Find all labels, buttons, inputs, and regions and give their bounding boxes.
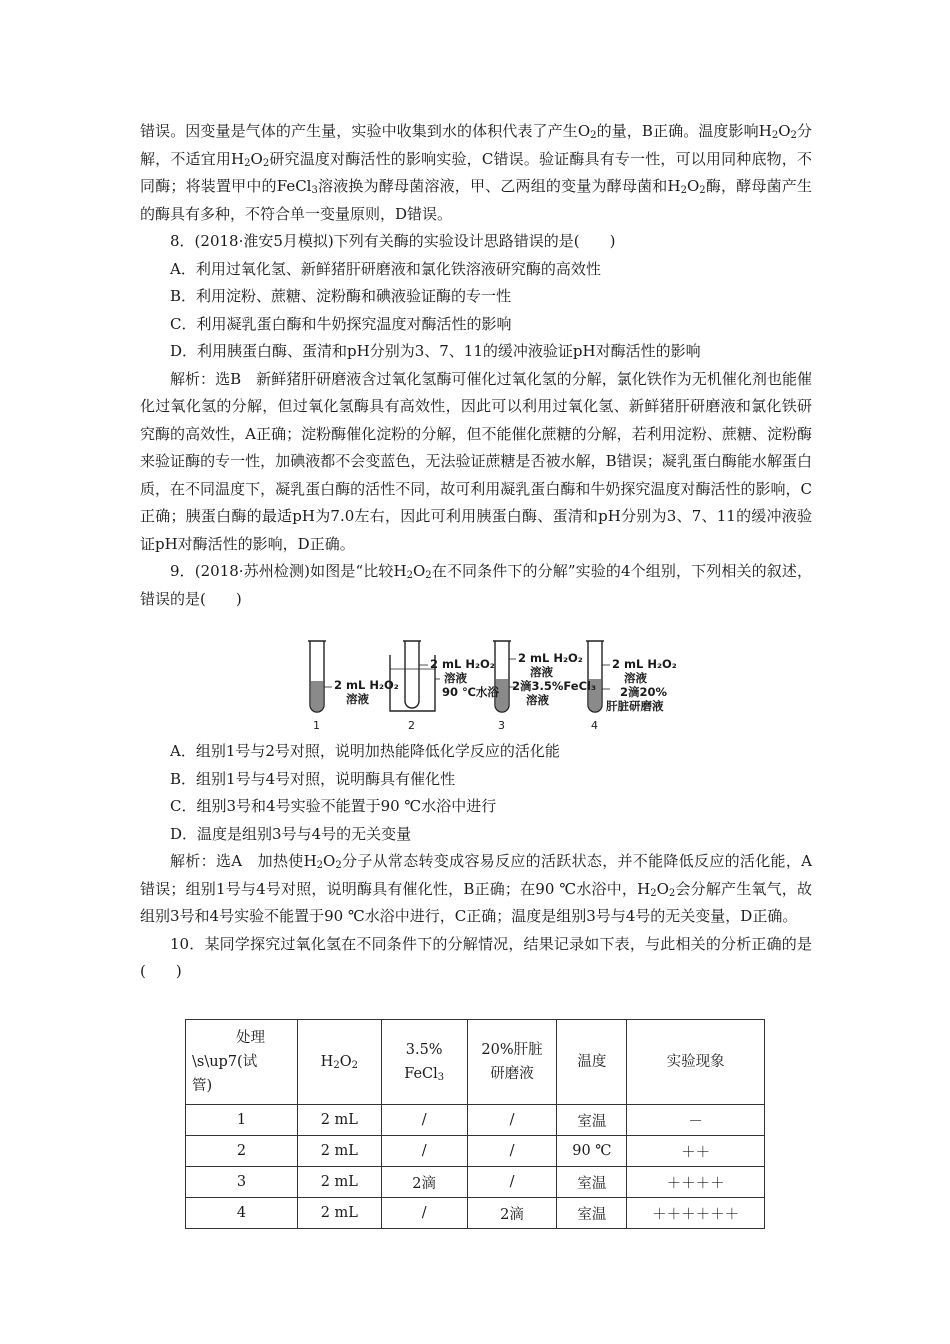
text-block-top [140, 118, 812, 613]
table-cell: 2 mL [297, 1105, 381, 1136]
q9-option-c: C．组别3号和4号实验不能置于90 ℃水浴中进行 [170, 797, 497, 815]
q9-explanation: 解析：选A 加热使$H_2O_2$分子从常态转变成容易反应的活跃状态，并不能降低反应的活化能，A错误；组别1号与4号对照，说明酶具有催化性，B正确；在90 ℃水浴中，$H_2O_2$会分解产生氧气，故组别3号和4号实验不能置于90 ℃水浴中进行，C正确；温度是组别3号与4号的无关变量，D正确。 [140, 852, 812, 925]
table-cell: 室温 [557, 1167, 627, 1198]
table-row [186, 1198, 765, 1229]
table-cell: 室温 [557, 1198, 627, 1229]
tube-4-label-b: 溶液 [624, 671, 647, 685]
table-cell: / [381, 1105, 467, 1136]
table-cell: / [467, 1136, 557, 1167]
tube-1-label-a: 2 mL H₂O₂ [334, 678, 399, 692]
tube-3-label-d: 溶液 [526, 693, 549, 707]
table-cell: 1 [186, 1105, 298, 1136]
table-cell: － [627, 1105, 765, 1136]
table-cell: 90 ℃ [557, 1136, 627, 1167]
tube-3-label-b: 溶液 [530, 665, 553, 679]
table-cell: / [467, 1167, 557, 1198]
tube-number-4: 4 [591, 719, 598, 732]
table-cell: / [467, 1105, 557, 1136]
q9-stem: 9．(2018·苏州检测)如图是“比较$H_2O_2$在不同条件下的分解”实验的4个组别，下列相关的叙述，错误的是( ) [140, 562, 812, 608]
text-block-bottom [140, 738, 812, 986]
table-header-row [186, 1020, 765, 1105]
tube-3-label-c: 2滴3.5%FeCl₃ [512, 679, 597, 693]
table-cell: 2 mL [297, 1167, 381, 1198]
tube-2-label-c: 90 ℃水浴 [442, 685, 499, 699]
tube-1-label-b: 溶液 [346, 692, 369, 706]
tube-number-2: 2 [408, 719, 415, 732]
q8-option-d: D．利用胰蛋白酶、蛋清和pH分别为3、7、11的缓冲液验证pH对酶活性的影响 [170, 342, 701, 360]
tube-number-1: 1 [313, 719, 320, 732]
q8-stem: 8．(2018·淮安5月模拟)下列有关酶的实验设计思路错误的是( ) [170, 232, 616, 250]
tube-3 [493, 641, 516, 712]
header-fecl3: 3.5% FeCl$_3$ [381, 1020, 467, 1105]
table-cell: 2 mL [297, 1198, 381, 1229]
test-tubes-figure [298, 635, 708, 735]
q8-explanation: 解析：选B 新鲜猪肝研磨液含过氧化氢酶可催化过氧化氢的分解，氯化铁作为无机催化剂也能催化过氧化氢的分解，但过氧化氢酶具有高效性，因此可以利用过氧化氢、新鲜猪肝研磨液和氯化铁研究酶的高效性，A正确；淀粉酶催化淀粉的分解，但不能催化蔗糖的分解，若利用淀粉、蔗糖、淀粉酶来验证酶的专一性，加碘液都不会变蓝色，无法验证蔗糖是否被水解，B错误；凝乳蛋白酶能水解蛋白质，在不同温度下，凝乳蛋白酶的活性不同，故可利用凝乳蛋白酶和牛奶探究温度对酶活性的影响，C正确；胰蛋白酶的最适pH为7.0左右，因此可利用胰蛋白酶、蛋清和pH分别为3、7、11的缓冲液验证pH对酶活性的影响，D正确。 [140, 369, 812, 553]
header-temperature: 温度 [557, 1020, 627, 1105]
header-phenomenon: 实验现象 [627, 1020, 765, 1105]
table-row [186, 1167, 765, 1198]
tube-2-in-beaker [390, 641, 440, 711]
table-row [186, 1105, 765, 1136]
header-h2o2: $H_2O_2$ [297, 1020, 381, 1105]
table-cell: 2滴 [381, 1167, 467, 1198]
table-cell: ＋＋ [627, 1136, 765, 1167]
table-cell: 2 [186, 1136, 298, 1167]
table-cell: 4 [186, 1198, 298, 1229]
results-table [185, 1019, 765, 1229]
q10-stem: 10．某同学探究过氧化氢在不同条件下的分解情况，结果记录如下表，与此相关的分析正确的是( ) [140, 934, 812, 980]
table-cell: / [381, 1136, 467, 1167]
table-cell: ＋＋＋＋ [627, 1167, 765, 1198]
q9-option-a: A．组别1号与2号对照，说明加热能降低化学反应的活化能 [170, 742, 560, 760]
q8-option-b: B．利用淀粉、蔗糖、淀粉酶和碘液验证酶的专一性 [170, 287, 512, 305]
q8-option-a: A．利用过氧化氢、新鲜猪肝研磨液和氯化铁溶液研究酶的高效性 [170, 259, 601, 278]
tube-3-label-a: 2 mL H₂O₂ [518, 651, 583, 665]
table-cell: 3 [186, 1167, 298, 1198]
table-cell: 2 mL [297, 1136, 381, 1167]
table-cell: 2滴 [467, 1198, 557, 1229]
tube-4-label-c: 2滴20% [620, 685, 668, 699]
header-liver: 20%肝脏 研磨液 [467, 1020, 557, 1105]
q9-option-b: B．组别1号与4号对照，说明酶具有催化性 [170, 769, 456, 788]
tube-2-label-b: 溶液 [444, 671, 467, 685]
tube-1 [308, 641, 332, 712]
table-cell: / [381, 1198, 467, 1229]
tube-2-label-a: 2 mL H₂O₂ [430, 657, 495, 671]
table-cell: ＋＋＋＋＋＋ [627, 1198, 765, 1229]
table-cell: 室温 [557, 1105, 627, 1136]
q8-option-c: C．利用凝乳蛋白酶和牛奶探究温度对酶活性的影响 [170, 314, 512, 333]
tube-4-label-d: 肝脏研磨液 [606, 699, 664, 713]
q9-option-d: D．温度是组别3号与4号的无关变量 [170, 824, 412, 843]
tube-4-label-a: 2 mL H₂O₂ [612, 657, 677, 671]
tube-number-3: 3 [498, 719, 505, 732]
q7-explanation: 错误。因变量是气体的产生量，实验中收集到水的体积代表了产生$O_2$的量，B正确。温度影响$H_2O_2$分解，不适宜用$H_2O_2$研究温度对酶活性的影响实验，C错误。验证酶具有专一性，可以用同种底物，不同酶；将装置甲中的FeCl$_3$溶液换为酵母菌溶液，甲、乙两组的变量为酵母菌和$H_2O_2$酶，酵母菌产生的酶具有多种，不符合单一变量原则，D错误。 [140, 122, 812, 223]
table-row [186, 1136, 765, 1167]
header-treatment-tube: 处理 \s\up7(试 管) [186, 1020, 298, 1105]
